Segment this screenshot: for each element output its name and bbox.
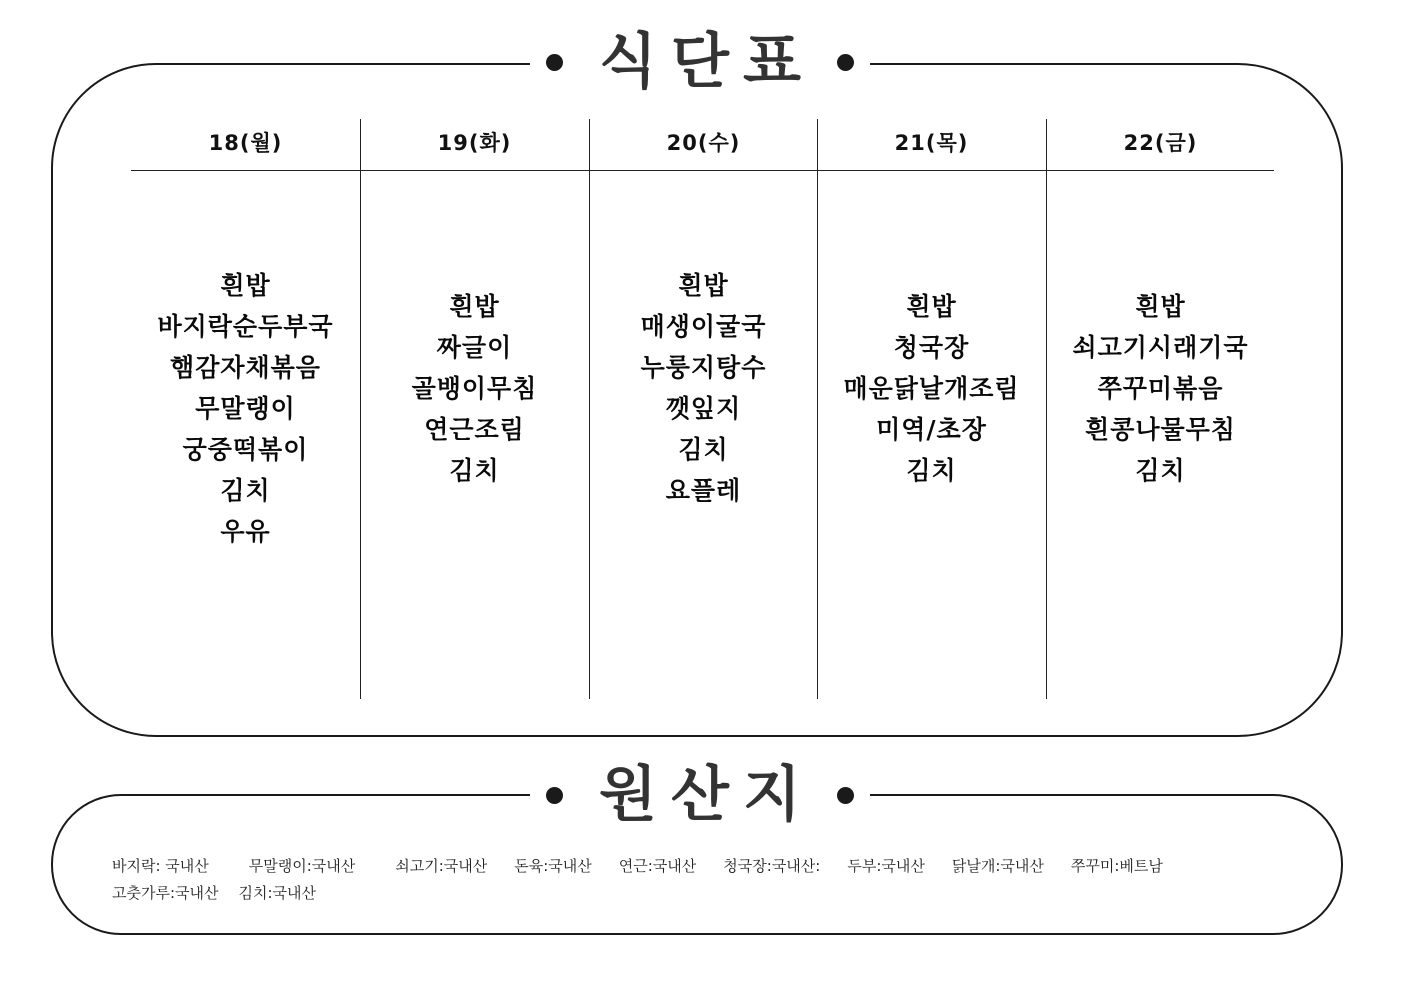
origin-title: 원산지 (599, 760, 815, 830)
origin-title-bar (530, 755, 870, 835)
origin-entry: 김치:국내산 (238, 884, 317, 902)
dish-list (360, 286, 589, 491)
day-header: 22(금) (1123, 131, 1198, 155)
dish-item: 깻잎지 (665, 394, 742, 423)
origin-row (112, 882, 316, 903)
title-dot-left (546, 54, 563, 71)
origin-entry: 닭날개:국내산 (951, 857, 1044, 875)
day-header: 21(목) (894, 131, 969, 155)
origin-entry: 쇠고기:국내산 (395, 857, 488, 875)
dish-list (131, 265, 360, 552)
origin-entry: 청국장:국내산: (723, 857, 821, 875)
dish-item: 김치 (1135, 456, 1186, 485)
dish-item: 흰밥 (906, 292, 957, 321)
day-column-mon (131, 119, 360, 699)
dish-item: 우유 (220, 517, 271, 546)
menu-title-bar (530, 22, 870, 102)
day-header: 18(월) (208, 131, 283, 155)
dish-item: 요플레 (665, 476, 742, 505)
origin-entry: 무말랭이:국내산 (248, 857, 356, 875)
dish-list (1046, 286, 1275, 491)
title-dot-right (837, 787, 854, 804)
title-dot-right (837, 54, 854, 71)
origin-entry: 고춧가루:국내산 (112, 884, 219, 902)
dish-item: 흰밥 (1135, 292, 1186, 321)
dish-item: 쇠고기시래기국 (1072, 333, 1249, 362)
dish-item: 골뱅이무침 (411, 374, 538, 403)
dish-item: 김치 (678, 435, 729, 464)
dish-item: 무말랭이 (195, 394, 296, 423)
dish-list (817, 286, 1046, 491)
day-column-tue (360, 119, 589, 699)
day-column-fri (1046, 119, 1275, 699)
dish-item: 흰콩나물무침 (1085, 415, 1236, 444)
day-header: 20(수) (666, 131, 741, 155)
dish-item: 김치 (220, 476, 271, 505)
dish-item: 미역/초장 (876, 415, 987, 444)
origin-entry: 쭈꾸미:베트남 (1070, 857, 1163, 875)
dish-list (589, 265, 818, 511)
origin-row (112, 855, 1163, 876)
dish-item: 흰밥 (678, 271, 729, 300)
dish-item: 바지락순두부국 (157, 312, 334, 341)
dish-item: 햄감자채볶음 (170, 353, 321, 382)
dish-item: 쭈꾸미볶음 (1097, 374, 1224, 403)
dish-item: 김치 (906, 456, 957, 485)
origin-entry: 연근:국내산 (618, 857, 697, 875)
dish-item: 매생이굴국 (640, 312, 767, 341)
origin-entry: 두부:국내산 (847, 857, 925, 875)
dish-item: 누룽지탕수 (640, 353, 767, 382)
day-column-wed (589, 119, 818, 699)
dish-item: 궁중떡볶이 (182, 435, 309, 464)
menu-title: 식단표 (599, 27, 815, 97)
dish-item: 김치 (449, 456, 500, 485)
dish-item: 흰밥 (220, 271, 271, 300)
dish-item: 짜글이 (436, 333, 513, 362)
dish-item: 연근조림 (424, 415, 525, 444)
day-header: 19(화) (437, 131, 512, 155)
origin-entry: 돈육:국내산 (514, 857, 592, 875)
dish-item: 청국장 (893, 333, 970, 362)
dish-item: 매운닭날개조림 (843, 374, 1020, 403)
origin-entry: 바지락: 국내산 (112, 857, 209, 875)
title-dot-left (546, 787, 563, 804)
day-column-thu (817, 119, 1046, 699)
dish-item: 흰밥 (449, 292, 500, 321)
